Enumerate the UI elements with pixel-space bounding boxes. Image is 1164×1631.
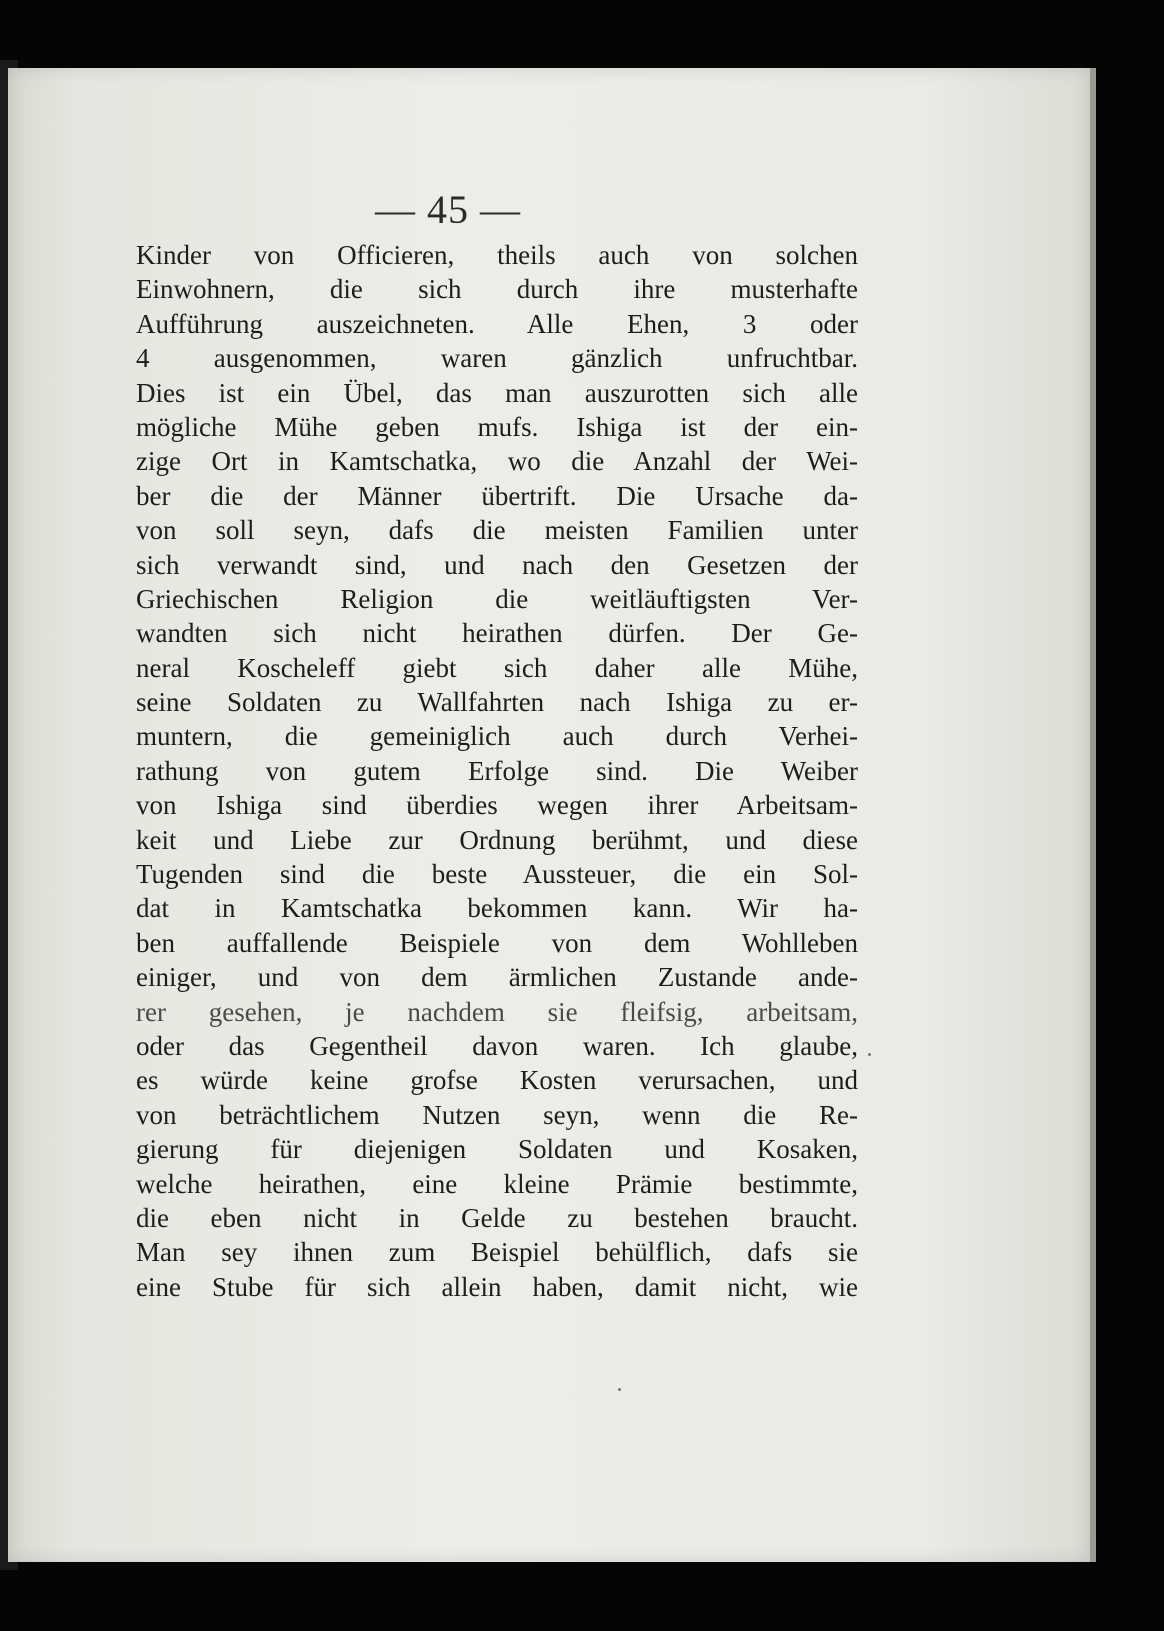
text-line: Aufführung auszeichneten. Alle Ehen, 3 oder (136, 308, 858, 339)
text-line: Dies ist ein Übel, das man auszurotten sich alle (136, 377, 858, 408)
text-line: keit und Liebe zur Ordnung berühmt, und diese (136, 824, 858, 855)
text-line: von soll seyn, dafs die meisten Familien unter (136, 515, 858, 546)
page-number: — 45 — (375, 187, 521, 232)
text-line: ben auffallende Beispiele von dem Wohlleben (136, 927, 858, 958)
text-line: wandten sich nicht heirathen dürfen. Der Ge- (136, 618, 858, 649)
text-line: einiger, und von dem ärmlichen Zustande ande- (136, 962, 858, 993)
text-line: es würde keine grofse Kosten verursachen, und (136, 1065, 858, 1096)
text-line: ber die der Männer übertrift. Die Ursache da- (136, 480, 858, 511)
text-line: Kinder von Officieren, theils auch von solchen (136, 240, 858, 270)
text-line: Einwohnern, die sich durch ihre musterhafte (136, 274, 858, 305)
text-line: dat in Kamtschatka bekommen kann. Wir ha- (136, 893, 858, 924)
text-line: 4 ausgenommen, waren gänzlich unfruchtbar. (136, 343, 858, 374)
text-line: Man sey ihnen zum Beispiel behülflich, dafs sie (136, 1237, 858, 1268)
text-line: neral Koscheleff giebt sich daher alle Mühe, (136, 652, 858, 683)
text-line: welche heirathen, eine kleine Prämie bestimmte, (136, 1168, 858, 1199)
body-text (136, 238, 858, 1304)
text-line: rathung von gutem Erfolge sind. Die Weiber (136, 755, 858, 786)
text-line: Tugenden sind die beste Aussteuer, die ein Sol- (136, 859, 858, 890)
text-line: gierung für diejenigen Soldaten und Kosaken, (136, 1134, 858, 1165)
paper-speck (618, 1388, 621, 1391)
text-line: Griechischen Religion die weitläuftigsten Ver- (136, 583, 858, 614)
text-line: rer gesehen, je nachdem sie fleifsig, arbeitsam, (136, 996, 858, 1027)
text-line: oder das Gegentheil davon waren. Ich glaube, (136, 1030, 858, 1061)
text-line: eine Stube für sich allein haben, damit nicht, wie (136, 1271, 858, 1302)
text-line: muntern, die gemeiniglich auch durch Verhei- (136, 721, 858, 752)
text-line: von beträchtlichem Nutzen seyn, wenn die Re- (136, 1099, 858, 1130)
text-line: die eben nicht in Gelde zu bestehen braucht. (136, 1202, 858, 1233)
book-page (8, 68, 1096, 1562)
paper-speck (868, 1053, 871, 1056)
text-line: zige Ort in Kamtschatka, wo die Anzahl der Wei- (136, 446, 858, 477)
text-line: von Ishiga sind überdies wegen ihrer Arbeitsam- (136, 790, 858, 821)
text-line: seine Soldaten zu Wallfahrten nach Ishiga zu er- (136, 687, 858, 718)
text-line: sich verwandt sind, und nach den Gesetzen der (136, 549, 858, 580)
text-line: mögliche Mühe geben mufs. Ishiga ist der ein- (136, 411, 858, 442)
